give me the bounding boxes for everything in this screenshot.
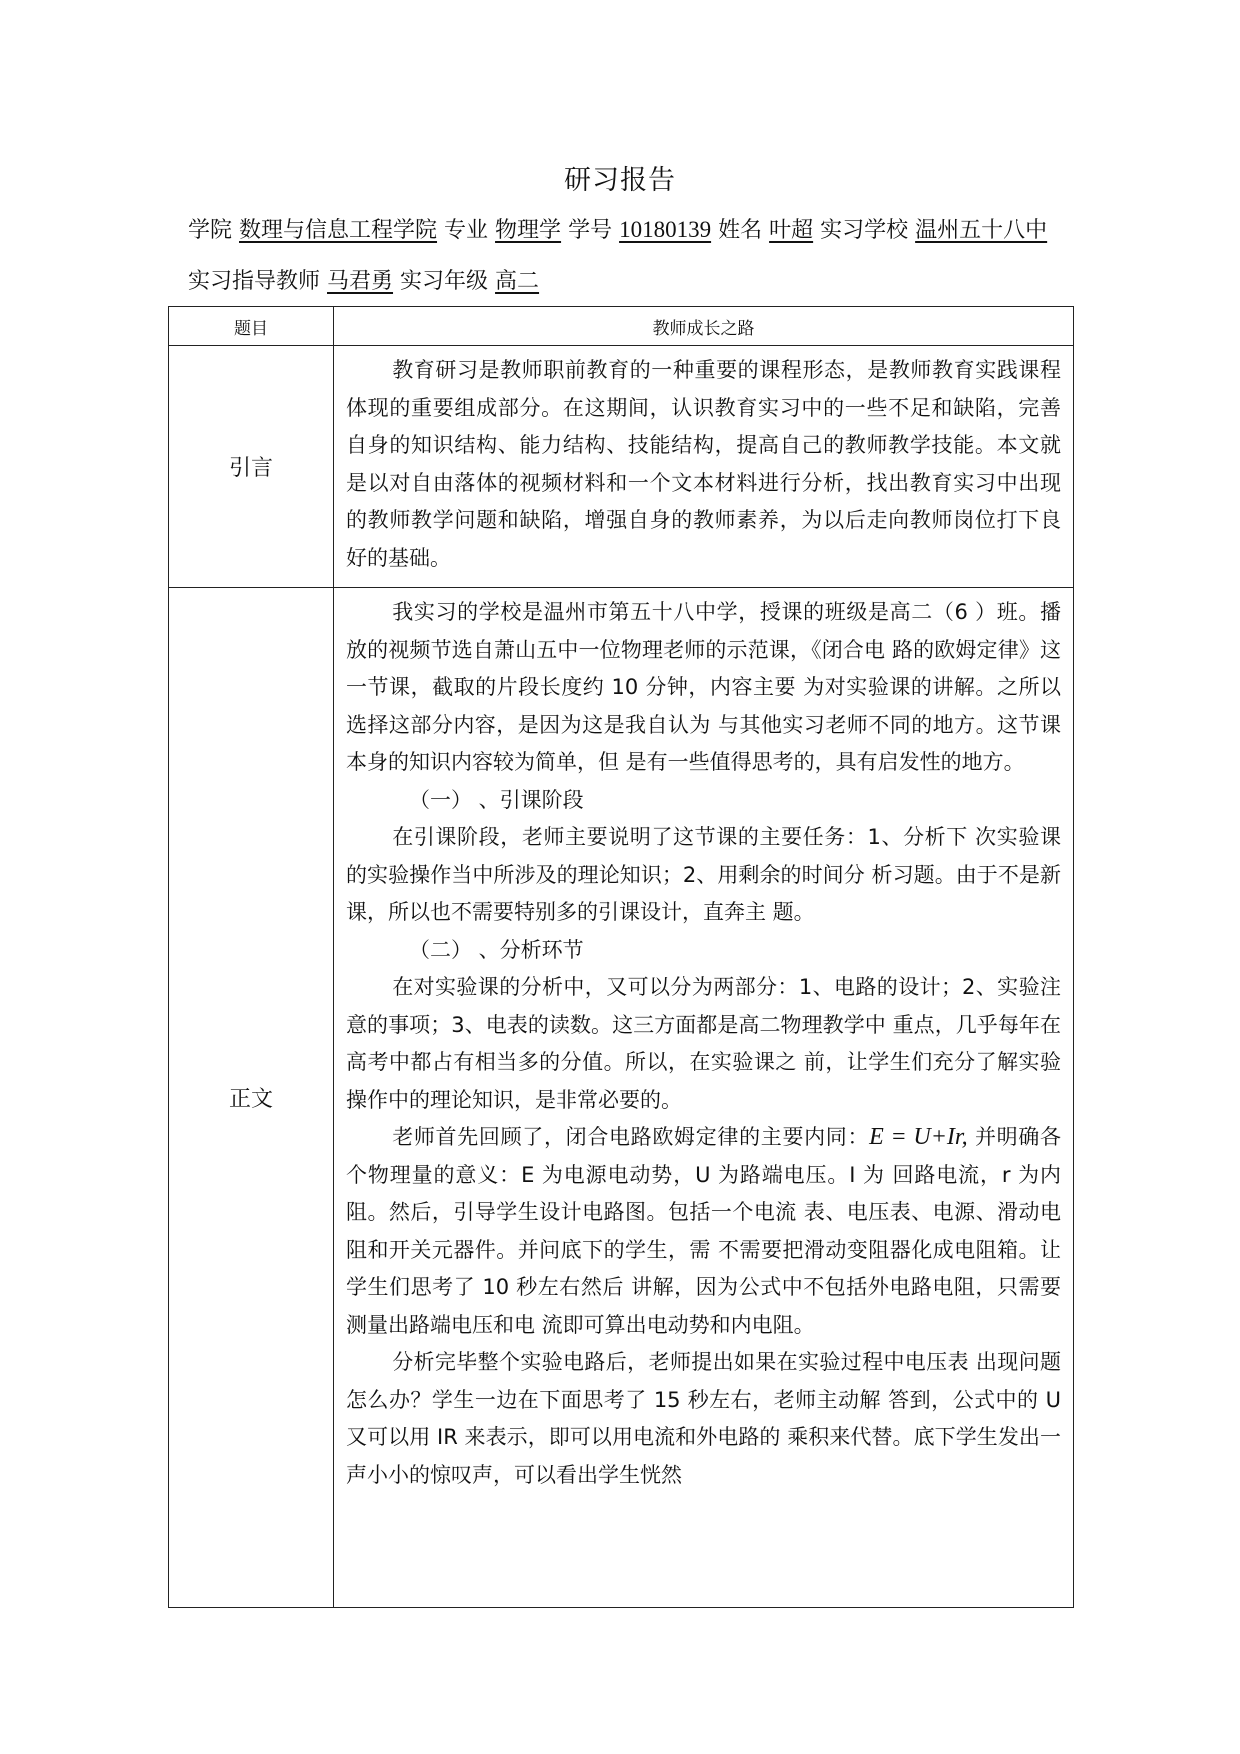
advisor-label: 实习指导教师 [188, 269, 321, 294]
body-paragraph-3: 在对实验课的分析中，又可以分为两部分：1、电路的设计；2、实验注意的事项；3、电表的读数。这三方面都是高二物理教学中 重点，几乎每年在高考中都占有相当多的分值。所以，在实验课之 前，让学生们充分了解实验操作中的理论知识，是非常必要的。 [346, 975, 1061, 1112]
body-paragraph-1: 我实习的学校是温州市第五十八中学，授课的班级是高二（6 ）班。播放的视频节选自萧山五中一位物理老师的示范课，《闭合电 路的欧姆定律》这一节课，截取的片段长度约 10 分钟，内容主要 为对实验课的讲解。之所以选择这部分内容，是因为这是我自认为 与其他实习老师不同的地方。这节课本身的知识内容较为简单，但 是有一些值得思考的，具有启发性的地方。 [346, 600, 1061, 774]
section-heading-1: （一） 、引课阶段 [409, 787, 584, 812]
name-value: 叶超 [769, 218, 814, 243]
info-line-1 [188, 213, 1047, 244]
body-content [334, 588, 1074, 1608]
school-value: 温州五十八中 [915, 218, 1048, 243]
grade-label: 实习年级 [400, 269, 489, 294]
info-line-2 [188, 264, 539, 295]
body-label: 正文 [169, 588, 334, 1608]
body-row [169, 588, 1074, 1608]
major-label: 专业 [444, 218, 489, 243]
intro-row [169, 346, 1074, 588]
body-paragraph-5: 分析完毕整个实验电路后，老师提出如果在实验过程中电压表 出现问题怎么办？学生一边在下面思考了 15 秒左右，老师主动解 答到，公式中的 U 又可以用 IR 来表示，即可以用电流和外电路的 乘积来代替。底下学生发出一声小小的惊叹声，可以看出学生恍然 [346, 1350, 1061, 1487]
header-label-cell: 题目 [169, 307, 334, 346]
grade-value: 高二 [495, 269, 540, 294]
advisor-value: 马君勇 [327, 269, 394, 294]
paragraph-4-rest: 并明确各个物理量的意义：E 为电源电动势，U 为路端电压。I 为 回路电流，r 为内阻。然后，引导学生设计电路图。包括一个电流 表、电压表、电源、滑动电阻和开关元器件。并问底下的学生，需 不需要把滑动变阻器化成电阻箱。让学生们思考了 10 秒左右然后 讲解，因为公式中不包括外电路电阻，只需要测量出路端电压和电 流即可算出电动势和内电阻。 [346, 1125, 1061, 1337]
report-table [168, 306, 1074, 1608]
body-paragraph-2: 在引课阶段，老师主要说明了这节课的主要任务：1、分析下 次实验课的实验操作当中所涉及的理论知识；2、用剩余的时间分 析习题。由于不是新课，所以也不需要特别多的引课设计，直奔主 题。 [346, 825, 1061, 924]
intro-content [334, 346, 1074, 588]
name-label: 姓名 [718, 218, 763, 243]
intro-label: 引言 [169, 346, 334, 588]
student-id-label: 学号 [568, 218, 613, 243]
intro-paragraph: 教育研习是教师职前教育的一种重要的课程形态，是教师教育实践课程体现的重要组成部分。在这期间，认识教育实习中的一些不足和缺陷，完善 自身的知识结构、能力结构、技能结构，提高自己的教师教学技能。本文就 是以对自由落体的视频材料和一个文本材料进行分析，找出教育实习中出现 的教师教学问题和缺陷，增强自身的教师素养，为以后走向教师岗位打下良 好的基础。 [346, 358, 1061, 570]
college-label: 学院 [188, 218, 233, 243]
header-value-cell: 教师成长之路 [334, 307, 1074, 346]
paragraph-4-lead: 老师首先回顾了，闭合电路欧姆定律的主要内同： [392, 1125, 870, 1149]
ohm-law-formula: E = U+Ir, [869, 1124, 968, 1150]
section-heading-2: （二） 、分析环节 [409, 937, 584, 962]
school-label: 实习学校 [820, 218, 909, 243]
major-value: 物理学 [495, 218, 562, 243]
student-id-value: 10180139 [619, 217, 712, 242]
document-title: 研习报告 [564, 165, 676, 196]
college-value: 数理与信息工程学院 [239, 218, 438, 243]
header-row [169, 307, 1074, 346]
body-paragraph-4 [346, 1119, 1061, 1344]
